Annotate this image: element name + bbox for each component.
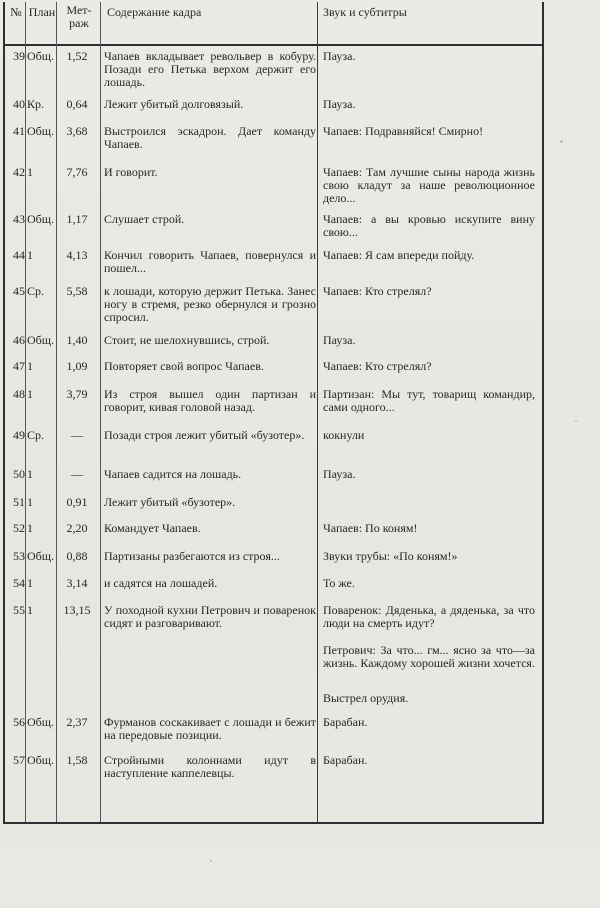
shot-content: Лежит убитый долговязый. <box>104 97 244 111</box>
shot-length: 0,88 <box>66 549 88 563</box>
shot-number: 41 <box>13 124 25 138</box>
paper-speck <box>560 140 563 143</box>
shot-content: У походной кухни Петрович и поваренок сидят и разговаривают. <box>104 603 316 630</box>
shot-number: 52 <box>13 521 25 535</box>
table-header <box>3 2 542 46</box>
shot-number: 45 <box>13 284 25 298</box>
shot-sound: Чапаев: а вы кровью искупите вину свою... <box>323 212 535 239</box>
shot-plan: Ср. <box>27 428 45 442</box>
shot-sound: Пауза. <box>323 467 356 481</box>
header-sound: Звук и субтитры <box>323 5 407 19</box>
shot-number: 46 <box>13 333 25 347</box>
shot-sound: Поваренок: Дяденька, а дяденька, за что люди на смерть идут? <box>323 603 535 630</box>
shot-number: 54 <box>13 576 25 590</box>
shot-number: 56 <box>13 715 25 729</box>
shot-content: Стоит, не шелохнувшись, строй. <box>104 333 270 347</box>
shot-content: Повторяет свой вопрос Чапаев. <box>104 359 264 373</box>
shot-length: 2,37 <box>66 715 88 729</box>
shot-content: Партизаны разбегаются из строя... <box>104 549 280 563</box>
shot-plan: Общ. <box>27 49 55 63</box>
header-content: Содержание кадра <box>107 5 202 19</box>
shot-plan: Общ. <box>27 124 55 138</box>
shot-sound: Чапаев: Подравняйся! Смирно! <box>323 124 484 138</box>
shot-sound: Чапаев: Там лучшие сыны народа жизнь свою кладут за наше революционное дело... <box>323 165 535 205</box>
shot-length: 1,58 <box>66 753 88 767</box>
shot-plan: 1 <box>27 467 33 481</box>
shot-content: Из строя вышел один партизан и говорит, кивая головой назад. <box>104 387 316 414</box>
shot-plan: Общ. <box>27 715 55 729</box>
shot-content: к лошади, которую держит Петька. Занес ногу в стремя, резко обернулся и грозно спросил. <box>104 284 316 324</box>
shot-length: 1,09 <box>66 359 88 373</box>
shot-plan: 1 <box>27 603 33 617</box>
shot-number: 47 <box>13 359 25 373</box>
shot-content: Чапаев вкладывает револьвер в кобуру. Позади его Петька верхом держит его лошадь. <box>104 49 316 89</box>
shot-plan: 1 <box>27 387 33 401</box>
shot-plan: 1 <box>27 576 33 590</box>
shot-number: 49 <box>13 428 25 442</box>
shot-plan: Ср. <box>27 284 45 298</box>
shot-sound-continuation: Петрович: За что... гм... ясно за что—за жизнь. Каждому хорошей жизни хочется. <box>323 643 535 670</box>
shot-number: 48 <box>13 387 25 401</box>
shot-plan: Общ. <box>27 753 55 767</box>
shot-sound-continuation: Выстрел орудия. <box>323 691 409 705</box>
shot-plan: Общ. <box>27 549 55 563</box>
shot-content: Выстроился эскадрон. Дает команду Чапаев. <box>104 124 316 151</box>
shot-number: 40 <box>13 97 25 111</box>
shot-length: 1,52 <box>66 49 88 63</box>
shot-length: — <box>71 428 83 442</box>
shot-number: 44 <box>13 248 25 262</box>
shot-length: 5,58 <box>66 284 88 298</box>
shot-number: 51 <box>13 495 25 509</box>
shot-sound: Пауза. <box>323 97 356 111</box>
shot-number: 57 <box>13 753 25 767</box>
shot-length: 0,91 <box>66 495 88 509</box>
shot-length: 4,13 <box>66 248 88 262</box>
paper-speck <box>575 420 577 422</box>
shot-number: 43 <box>13 212 25 226</box>
shot-number: 50 <box>13 467 25 481</box>
shot-sound: Барабан. <box>323 753 368 767</box>
shot-content: и садятся на лошадей. <box>104 576 218 590</box>
shot-sound: Барабан. <box>323 715 368 729</box>
shot-sound: Партизан: Мы тут, товарищ командир, сами одного... <box>323 387 535 414</box>
shot-length: 13,15 <box>63 603 91 617</box>
shot-content: Чапаев садится на лошадь. <box>104 467 242 481</box>
shot-sound: Чапаев: По коням! <box>323 521 418 535</box>
column-divider <box>317 2 318 822</box>
shot-number: 39 <box>13 49 25 63</box>
shot-length: 0,64 <box>66 97 88 111</box>
shot-content: Лежит убитый «бузотер». <box>104 495 236 509</box>
column-divider <box>25 2 26 822</box>
shot-content: Слушает строй. <box>104 212 185 226</box>
shot-content: Фурманов соскакивает с лошади и бежит на передовые позиции. <box>104 715 316 742</box>
shot-sound: Пауза. <box>323 49 356 63</box>
header-number: № <box>10 5 22 19</box>
shot-sound: Пауза. <box>323 333 356 347</box>
shot-plan: 1 <box>27 248 33 262</box>
shot-sound: кокнули <box>323 428 365 442</box>
shot-length: 7,76 <box>66 165 88 179</box>
shot-length: 3,68 <box>66 124 88 138</box>
shot-sound: Чапаев: Я сам впереди пойду. <box>323 248 475 262</box>
shot-sound: Звуки трубы: «По коням!» <box>323 549 458 563</box>
shot-plan: 1 <box>27 165 33 179</box>
shot-number: 53 <box>13 549 25 563</box>
shot-sound: Чапаев: Кто стрелял? <box>323 284 432 298</box>
shot-content: И говорит. <box>104 165 158 179</box>
shot-length: 1,17 <box>66 212 88 226</box>
header-length: Мет- раж <box>66 3 92 30</box>
shot-length: 3,14 <box>66 576 88 590</box>
shot-number: 42 <box>13 165 25 179</box>
shot-sound: Чапаев: Кто стрелял? <box>323 359 432 373</box>
shot-plan: Общ. <box>27 212 55 226</box>
shot-sound: То же. <box>323 576 355 590</box>
column-divider <box>100 2 101 822</box>
shot-number: 55 <box>13 603 25 617</box>
shot-content: Командует Чапаев. <box>104 521 201 535</box>
shot-length: 3,79 <box>66 387 88 401</box>
shot-plan: Кр. <box>27 97 45 111</box>
paper-speck <box>210 860 212 862</box>
shot-content: Кончил говорить Чапаев, повернулся и пошел... <box>104 248 316 275</box>
shot-length: 1,40 <box>66 333 88 347</box>
shot-content: Позади строя лежит убитый «бузотер». <box>104 428 305 442</box>
header-plan: План <box>28 5 56 19</box>
shot-plan: 1 <box>27 359 33 373</box>
shot-length: 2,20 <box>66 521 88 535</box>
shot-plan: 1 <box>27 495 33 509</box>
shot-plan: 1 <box>27 521 33 535</box>
shot-content: Стройными колоннами идут в наступление каппелевцы. <box>104 753 316 780</box>
shot-length: — <box>71 467 83 481</box>
shot-plan: Общ. <box>27 333 55 347</box>
